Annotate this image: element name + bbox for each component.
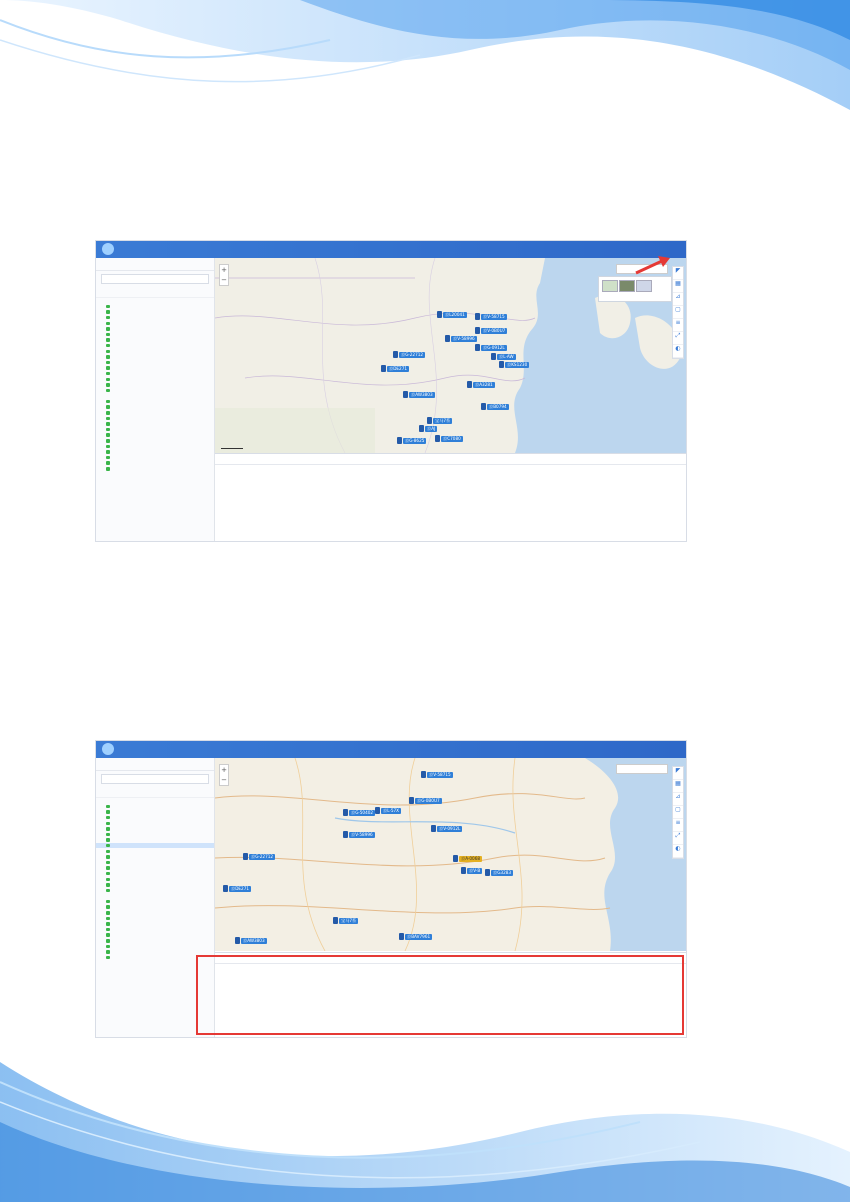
vehicle-marker[interactable]: 京V·0912L [439, 826, 461, 831]
map-view[interactable] [215, 258, 686, 453]
vehicle-marker[interactable]: 京G3283 [493, 870, 512, 875]
vehicle-status-icon [106, 316, 110, 320]
vehicle-marker[interactable]: 京AW3803 [243, 938, 265, 943]
vehicle-marker[interactable]: 京C7080 [443, 436, 461, 441]
vehicle-status-icon [106, 827, 110, 831]
vehicle-status-icon [106, 939, 110, 943]
traffic-icon[interactable]: ≡ [673, 319, 683, 332]
vehicle-marker[interactable]: 宝马7系 [341, 918, 357, 923]
map-type-switch-panel [598, 276, 672, 302]
area-icon[interactable]: ▢ [673, 306, 683, 319]
highlight-box [196, 955, 684, 1035]
map-tile-traffic[interactable] [636, 280, 652, 292]
ranging-icon[interactable]: ⊿ [673, 293, 683, 306]
status-tabs [215, 454, 686, 465]
fullscreen-icon[interactable]: ⤢ [673, 832, 683, 845]
screenshot-realtime-monitor-1 [95, 240, 687, 542]
vehicle-status-icon [106, 950, 110, 954]
map-tile-satellite[interactable] [619, 280, 635, 292]
map-view[interactable] [215, 758, 686, 951]
vehicle-marker[interactable]: 京G·8625 [405, 438, 425, 443]
area-icon[interactable]: ▢ [673, 806, 683, 819]
vehicle-status-icon [106, 383, 110, 387]
vehicle-marker[interactable]: 京V·58715 [429, 772, 451, 777]
vehicle-status-icon [106, 917, 110, 921]
vehicle-tree [96, 298, 214, 471]
vehicle-marker[interactable]: 京BAV7961 [407, 934, 431, 939]
app-logo-icon [102, 743, 114, 755]
vehicle-status-icon [106, 344, 110, 348]
vehicle-marker[interactable]: 京V·58996 [453, 336, 475, 341]
vehicle-status-icon [106, 805, 110, 809]
vehicle-marker[interactable]: 京L20041 [445, 312, 465, 317]
theme-icon[interactable]: ◐ [673, 845, 683, 858]
vehicle-status-icon [106, 389, 110, 393]
vehicle-status-icon [106, 956, 110, 960]
vehicle-status-icon [106, 417, 110, 421]
app-logo-icon [102, 243, 114, 255]
sidebar-tabs [96, 758, 214, 771]
map-switch-icon[interactable]: ◤ [673, 767, 683, 780]
vehicle-status-icon [106, 861, 110, 865]
vehicle-marker[interactable]: 宝马7系 [435, 418, 451, 423]
vehicle-status-icon [106, 822, 110, 826]
status-filter [96, 287, 214, 298]
traffic-icon[interactable]: ≡ [673, 819, 683, 832]
vehicle-status-icon [106, 350, 110, 354]
vehicle-status-icon [106, 928, 110, 932]
sidebar-tabs [96, 258, 214, 271]
vehicle-status-icon [106, 355, 110, 359]
vehicle-marker[interactable]: 京B0794 [489, 404, 507, 409]
vehicle-status-icon [106, 878, 110, 882]
vehicle-marker[interactable]: 京G·22712 [251, 854, 274, 859]
ranging-icon[interactable]: ⊿ [673, 793, 683, 806]
map-address-search[interactable] [616, 764, 668, 774]
vehicle-status-icon [106, 945, 110, 949]
vehicle-status-icon [106, 855, 110, 859]
vehicle-status-icon [106, 411, 110, 415]
vehicle-marker[interactable]: 京DE271 [231, 886, 250, 891]
vehicle-status-icon [106, 366, 110, 370]
vehicle-status-icon [106, 405, 110, 409]
vehicle-status-icon [106, 889, 110, 893]
map-zoom-control[interactable]: + − [219, 264, 229, 286]
vehicle-status-icon [106, 933, 110, 937]
vehicle-status-icon [106, 850, 110, 854]
vehicle-marker[interactable]: 京DE271 [389, 366, 408, 371]
vehicle-status-icon [106, 422, 110, 426]
tree-vehicle-row[interactable] [96, 466, 214, 472]
vehicle-status-icon [106, 872, 110, 876]
vehicle-marker[interactable]: 京G·50402 [351, 810, 374, 815]
screenshot-realtime-monitor-2 [95, 740, 687, 1038]
vehicle-status-icon [106, 844, 110, 848]
vehicle-status-icon [106, 372, 110, 376]
vehicle-marker[interactable]: 京L·AW [499, 354, 514, 359]
vehicle-marker[interactable]: 京G·0912L [483, 345, 505, 350]
red-arrow-icon [634, 255, 674, 277]
theme-icon[interactable]: ◐ [673, 345, 683, 358]
vehicle-status-icon [106, 833, 110, 837]
vehicle-tree [96, 798, 214, 960]
vehicle-search-input[interactable] [101, 274, 209, 284]
fullscreen-icon[interactable]: ⤢ [673, 332, 683, 345]
app-topbar [96, 741, 686, 758]
vehicle-status-icon [106, 378, 110, 382]
vehicle-marker[interactable]: 京G·22712 [401, 352, 424, 357]
vehicle-status-icon [106, 433, 110, 437]
map-toolbar [672, 266, 684, 359]
vehicle-status-icon [106, 461, 110, 465]
vehicle-status-icon [106, 810, 110, 814]
vehicle-status-icon [106, 467, 110, 471]
vehicle-status-icon [106, 400, 110, 404]
status-panel [215, 453, 686, 541]
layers-icon[interactable]: ▦ [673, 780, 683, 793]
vehicle-status-icon [106, 439, 110, 443]
vehicle-status-icon [106, 322, 110, 326]
vehicle-status-icon [106, 456, 110, 460]
map-toolbar [672, 766, 684, 859]
vehicle-marker[interactable]: 京V·58715 [483, 314, 505, 319]
vehicle-status-icon [106, 838, 110, 842]
vehicle-status-icon [106, 905, 110, 909]
vehicle-status-icon [106, 333, 110, 337]
vehicle-marker[interactable]: 京A·0068 [461, 856, 481, 861]
vehicle-marker[interactable]: 京G·0B0U7 [417, 798, 440, 803]
vehicle-marker[interactable]: 京KS1230 [507, 362, 528, 367]
vehicle-marker[interactable]: 京AW3803 [411, 392, 433, 397]
vehicle-status-icon [106, 327, 110, 331]
vehicle-status-icon [106, 445, 110, 449]
vehicle-status-icon [106, 450, 110, 454]
top-wave-decoration [0, 0, 850, 130]
vehicle-search-input[interactable] [101, 774, 209, 784]
vehicle-status-icon [106, 866, 110, 870]
vehicle-status-icon [106, 338, 110, 342]
vehicle-marker[interactable]: 京V·0B0U7 [483, 328, 506, 333]
vehicle-status-icon [106, 816, 110, 820]
vehicle-marker[interactable]: 京AJ [427, 426, 436, 431]
vehicle-status-icon [106, 428, 110, 432]
vehicle-marker[interactable]: 京V·58996 [351, 832, 373, 837]
map-scale [221, 448, 243, 449]
vehicle-marker[interactable]: 京A3281 [475, 382, 493, 387]
map-tile-normal[interactable] [602, 280, 618, 292]
app-topbar [96, 241, 686, 258]
vehicle-status-icon [106, 883, 110, 887]
vehicle-sidebar [96, 258, 215, 541]
status-filter [96, 787, 214, 798]
vehicle-status-icon [106, 900, 110, 904]
vehicle-status-icon [106, 911, 110, 915]
map-switch-icon[interactable]: ◤ [673, 267, 683, 280]
map-canvas [215, 758, 686, 951]
vehicle-status-icon [106, 922, 110, 926]
vehicle-status-icon [106, 310, 110, 314]
vehicle-marker[interactable]: 京L·57X [383, 808, 400, 813]
vehicle-status-icon [106, 305, 110, 309]
vehicle-status-icon [106, 361, 110, 365]
map-zoom-control[interactable]: + − [219, 764, 229, 786]
vehicle-marker[interactable]: 京V·B [469, 868, 481, 873]
layers-icon[interactable]: ▦ [673, 280, 683, 293]
